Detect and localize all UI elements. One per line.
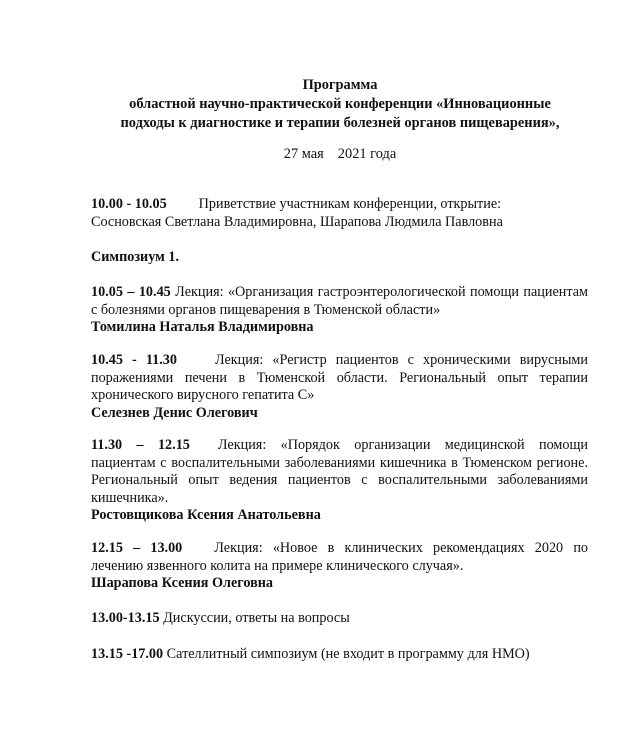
- item-time: 13.15 -17.00: [91, 646, 164, 662]
- item-time: 12.15 – 13.00: [91, 540, 183, 556]
- item-text: Сателлитный симпозиум (не входит в программу для НМО): [163, 646, 530, 662]
- item-speaker: Селезнев Денис Олегович: [91, 404, 258, 421]
- item-text: Лекция: «Новое в клинических рекомендациях 2020 по лечению язвенного колита на примере клинического случая».: [91, 540, 589, 574]
- date-year: 2021 года: [337, 146, 397, 162]
- program-item-discussion: [91, 610, 588, 628]
- item-time: 10.05 – 10.45: [91, 284, 171, 300]
- header-subtitle-line2: подходы к диагностике и терапии болезней органов пищеварения»,: [120, 115, 560, 131]
- item-time: 10.00 - 10.05: [91, 196, 167, 212]
- item-speaker: Томилина Наталья Владимировна: [91, 319, 314, 335]
- program-item-opening: [91, 196, 588, 231]
- date-day: 27 мая: [283, 146, 324, 162]
- item-time: 11.30 – 12.15: [91, 437, 190, 453]
- item-text: Лекция: «Регистр пациентов с хроническими вирусными поражениями печени в Тюменской области. Региональный опыт терапии хронического вирусного гепатита С»: [91, 352, 588, 403]
- item-text: Приветствие участникам конференции, открытие:: [198, 196, 502, 212]
- document-header: [60, 76, 620, 133]
- conference-date: [60, 146, 620, 164]
- program-item-lecture-1: [91, 284, 588, 337]
- program-item-satellite: [91, 646, 588, 664]
- item-speaker: Шарапова Ксения Олеговна: [91, 575, 274, 591]
- item-text: Лекция: «Организация гастроэнтерологической помощи пациентам с болезнями органов пищеварения в Тюменской области»: [91, 284, 589, 318]
- item-speaker: Ростовщикова Ксения Анатольевна: [91, 507, 321, 523]
- program-item-lecture-2: [91, 352, 588, 422]
- item-time: 13.00-13.15: [91, 610, 160, 626]
- item-time: 10.45 - 11.30: [91, 352, 177, 368]
- header-subtitle-line1: областной научно-практической конференции «Инновационные: [129, 96, 551, 112]
- symposium-heading: Симпозиум 1.: [91, 249, 179, 265]
- program-item-lecture-4: [91, 540, 588, 593]
- item-text: Лекция: «Порядок организации медицинской помощи пациентам с воспалительными заболеваниями кишечника в Тюменском регионе. Региональный опыт ведения пациентов с воспалительными заболеваниями кишечника».: [91, 437, 588, 506]
- header-title: Программа: [302, 77, 378, 93]
- item-text-line2: Сосновская Светлана Владимировна, Шарапова Людмила Павловна: [91, 213, 503, 230]
- item-text: Дискуссии, ответы на вопросы: [159, 610, 350, 626]
- program-item-lecture-3: [91, 437, 588, 525]
